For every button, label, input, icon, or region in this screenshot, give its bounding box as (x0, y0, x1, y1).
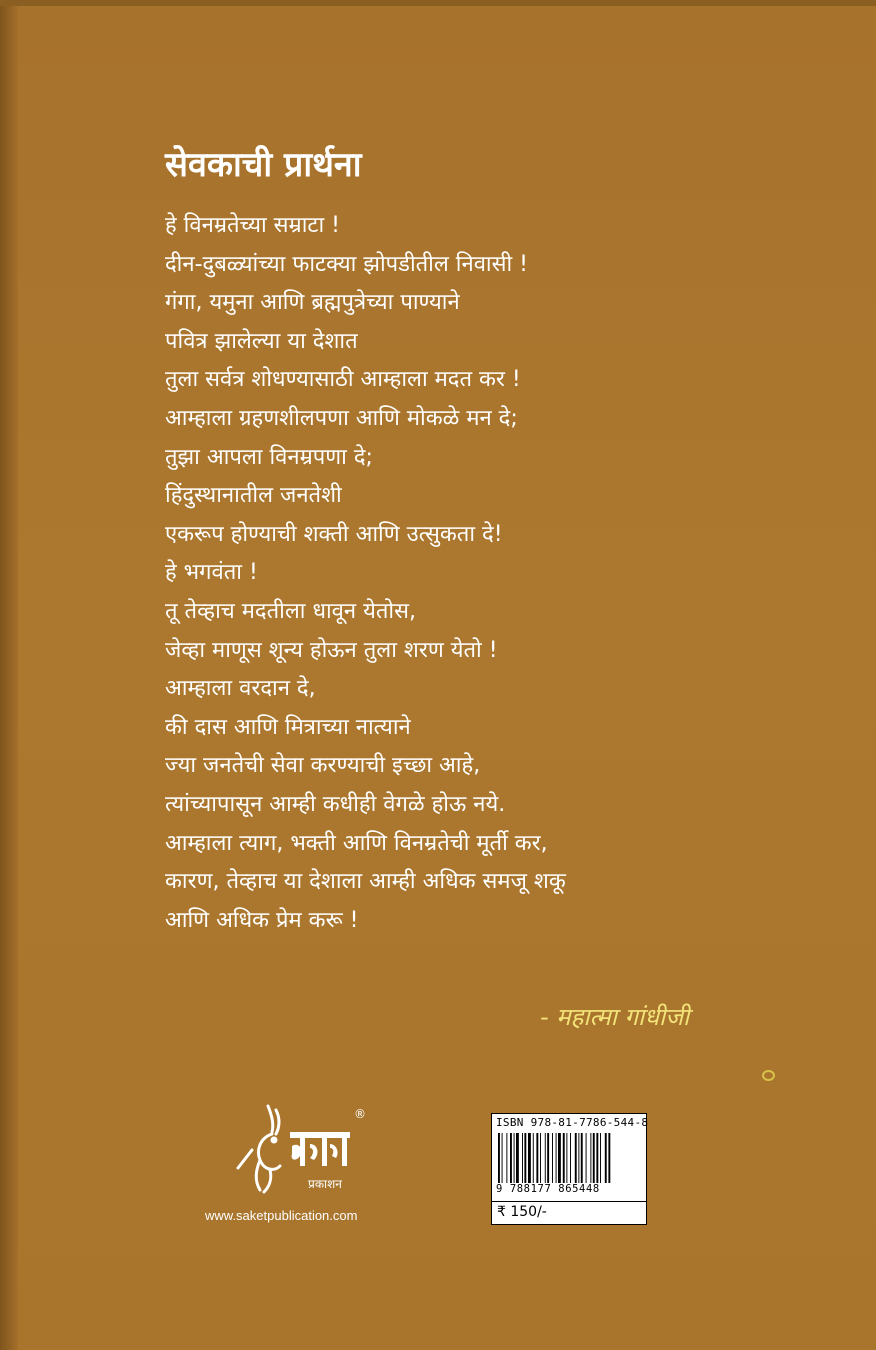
poem-title: सेवकाची प्रार्थना (165, 145, 362, 185)
publisher-subtext: प्रकाशन (308, 1177, 342, 1191)
poem-line: ज्या जनतेची सेवा करण्याची इच्छा आहे, (165, 753, 481, 779)
book-price: ₹ 150/- (497, 1204, 547, 1220)
poem-line: तू तेव्हाच मदतीला धावून येतोस, (165, 598, 416, 624)
barcode-bar (590, 1133, 591, 1183)
poem-line: कारण, तेव्हाच या देशाला आम्ही अधिक समजू शकू (165, 869, 566, 895)
barcode-bar (578, 1133, 579, 1183)
barcode-bar (586, 1133, 587, 1183)
poem-line: गंगा, यमुना आणि ब्रह्मपुत्रेच्या पाण्याने (165, 290, 460, 316)
barcode-bar (528, 1133, 531, 1183)
poem-line: तुझा आपला विनम्रपणा दे; (165, 444, 373, 470)
barcode (498, 1133, 640, 1183)
registered-mark: ® (354, 1107, 366, 1121)
poem-line: एकरूप होण्याची शक्ती आणि उत्सुकता दे! (165, 521, 503, 547)
barcode-bar (547, 1133, 549, 1183)
barcode-bar (563, 1133, 565, 1183)
spine-shadow (0, 0, 18, 1350)
price-divider (492, 1201, 646, 1202)
poem-line: आम्हाला वरदान दे, (165, 676, 316, 702)
barcode-bar (581, 1133, 583, 1183)
barcode-bar (516, 1133, 519, 1183)
barcode-bar (524, 1133, 526, 1183)
poem-body (165, 207, 566, 940)
barcode-bar (570, 1133, 571, 1183)
barcode-bar (575, 1133, 577, 1183)
poem-line: पवित्र झालेल्या या देशात (165, 328, 358, 354)
poem-line: हिंदुस्थानातील जनतेशी (165, 483, 342, 509)
barcode-number: 9 788177 865448 (496, 1183, 600, 1195)
barcode-bar (498, 1133, 500, 1183)
poem-line: हे भगवंता ! (165, 560, 258, 586)
barcode-bar (552, 1133, 553, 1183)
isbn-label: ISBN 978-81-7786-544-8 (496, 1116, 649, 1129)
barcode-bar (608, 1133, 610, 1183)
publisher-website: www.saketpublication.com (205, 1208, 358, 1223)
poem-author: - महात्मा गांधीजी (540, 1003, 690, 1031)
barcode-bar (605, 1133, 607, 1183)
poem-line: आम्हाला त्याग, भक्ती आणि विनम्रतेची मूर्ती कर, (165, 830, 548, 856)
top-edge (0, 0, 876, 6)
barcode-bar (596, 1133, 598, 1183)
isbn-barcode-box (491, 1113, 647, 1225)
barcode-bar (510, 1133, 512, 1183)
barcode-bar (545, 1133, 546, 1183)
barcode-bar (536, 1133, 538, 1183)
poem-line: तुला सर्वत्र शोधण्यासाठी आम्हाला मदत कर ! (165, 367, 521, 393)
poem-line: आणि अधिक प्रेम करू ! (165, 907, 359, 933)
barcode-bar (540, 1133, 541, 1183)
poem-line: आम्हाला ग्रहणशीलपणा आणि मोकळे मन दे; (165, 405, 518, 431)
barcode-bar (522, 1133, 523, 1183)
printing-smudge (762, 1070, 775, 1081)
barcode-bar (556, 1133, 557, 1183)
barcode-bar (506, 1133, 507, 1183)
poem-line: की दास आणि मित्राच्या नात्याने (165, 714, 411, 740)
publisher-logo (230, 1098, 370, 1198)
barcode-bar (533, 1133, 534, 1183)
barcode-bar (600, 1133, 601, 1183)
barcode-bar (558, 1133, 561, 1183)
barcode-bar (514, 1133, 515, 1183)
poem-line: त्यांच्यापासून आम्ही कधीही वेगळे होऊ नये. (165, 791, 506, 817)
barcode-bar (502, 1133, 503, 1183)
poem-line: हे विनम्रतेच्या सम्राटा ! (165, 213, 340, 238)
poem-line: जेव्हा माणूस शून्य होऊन तुला शरण येतो ! (165, 637, 498, 663)
poem-line: दीन-दुबळ्यांच्या फाटक्या झोपडीतील निवासी ! (165, 251, 529, 277)
barcode-bar (593, 1133, 595, 1183)
barcode-bar (566, 1133, 567, 1183)
